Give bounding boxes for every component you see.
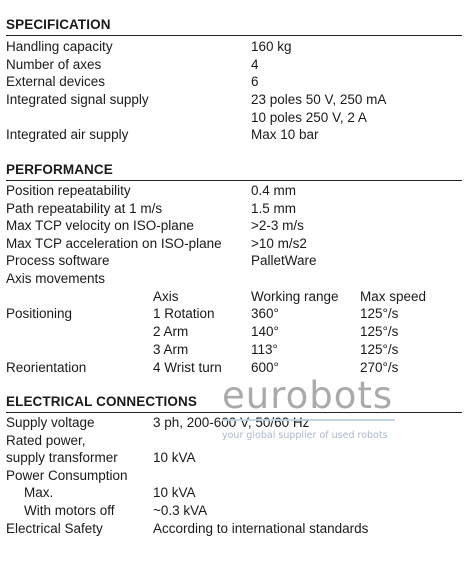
elec-label-rated-power: Rated power, <box>6 433 86 448</box>
perf-label-axis-movements: Axis movements <box>6 271 106 286</box>
watermark-tagline: your global supplier of used robots <box>222 430 388 441</box>
axis-range-3: 113° <box>251 342 278 357</box>
elec-label-max: Max. <box>24 485 54 500</box>
perf-label-tcp-acceleration: Max TCP acceleration on ISO-plane <box>6 236 222 251</box>
axis-name-4: 4 Wrist turn <box>153 360 222 375</box>
perf-value-process-software: PalletWare <box>251 253 317 268</box>
electrical-heading: ELECTRICAL CONNECTIONS <box>6 394 197 409</box>
spec-value-handling-capacity: 160 kg <box>251 39 292 54</box>
spec-value-external-devices: 6 <box>251 74 259 89</box>
axis-range-1: 360° <box>251 306 279 321</box>
elec-value-supply-voltage: 3 ph, 200-600 V, 50/60 Hz <box>153 415 310 430</box>
axis-header-working-range: Working range <box>251 289 339 304</box>
spec-value-signal-supply-2: 10 poles 250 V, 2 A <box>251 110 367 125</box>
elec-label-electrical-safety: Electrical Safety <box>6 521 103 536</box>
perf-label-process-software: Process software <box>6 253 110 268</box>
axis-name-2: 2 Arm <box>153 324 189 339</box>
perf-value-path-repeatability: 1.5 mm <box>251 201 297 216</box>
perf-value-tcp-velocity: >2-3 m/s <box>251 218 304 233</box>
elec-label-motors-off: With motors off <box>24 503 115 518</box>
spec-label-number-of-axes: Number of axes <box>6 57 102 72</box>
spec-label-signal-supply: Integrated signal supply <box>6 92 149 107</box>
perf-label-tcp-velocity: Max TCP velocity on ISO-plane <box>6 218 194 233</box>
elec-label-power-consumption: Power Consumption <box>6 468 128 483</box>
elec-value-electrical-safety: According to international standards <box>153 521 369 536</box>
spec-label-handling-capacity: Handling capacity <box>6 39 113 54</box>
axis-speed-3: 125°/s <box>360 342 399 357</box>
watermark-underline <box>222 419 395 421</box>
axis-group-positioning: Positioning <box>6 306 73 321</box>
axis-header-axis: Axis <box>153 289 179 304</box>
axis-group-reorientation: Reorientation <box>6 360 87 375</box>
perf-value-tcp-acceleration: >10 m/s2 <box>251 236 307 251</box>
axis-header-max-speed: Max speed <box>360 289 427 304</box>
spec-value-air-supply: Max 10 bar <box>251 127 319 142</box>
specification-heading: SPECIFICATION <box>6 17 111 32</box>
spec-label-air-supply: Integrated air supply <box>6 127 129 142</box>
axis-speed-2: 125°/s <box>360 324 399 339</box>
spec-label-external-devices: External devices <box>6 74 106 89</box>
spec-value-number-of-axes: 4 <box>251 57 259 72</box>
specification-divider <box>6 35 462 36</box>
axis-speed-4: 270°/s <box>360 360 399 375</box>
elec-label-supply-voltage: Supply voltage <box>6 415 95 430</box>
axis-name-1: 1 Rotation <box>153 306 215 321</box>
perf-label-position-repeatability: Position repeatability <box>6 183 131 198</box>
elec-label-supply-transformer: supply transformer <box>6 450 118 465</box>
watermark-logo: eurobots <box>222 374 394 417</box>
perf-value-position-repeatability: 0.4 mm <box>251 183 297 198</box>
elec-value-motors-off: ~0.3 kVA <box>153 503 208 518</box>
axis-range-4: 600° <box>251 360 279 375</box>
elec-value-supply-transformer: 10 kVA <box>153 450 196 465</box>
elec-value-max: 10 kVA <box>153 485 196 500</box>
perf-label-path-repeatability: Path repeatability at 1 m/s <box>6 201 163 216</box>
performance-heading: PERFORMANCE <box>6 162 113 177</box>
spec-value-signal-supply: 23 poles 50 V, 250 mA <box>251 92 387 107</box>
performance-divider <box>6 180 462 181</box>
axis-name-3: 3 Arm <box>153 342 189 357</box>
axis-speed-1: 125°/s <box>360 306 399 321</box>
axis-range-2: 140° <box>251 324 279 339</box>
